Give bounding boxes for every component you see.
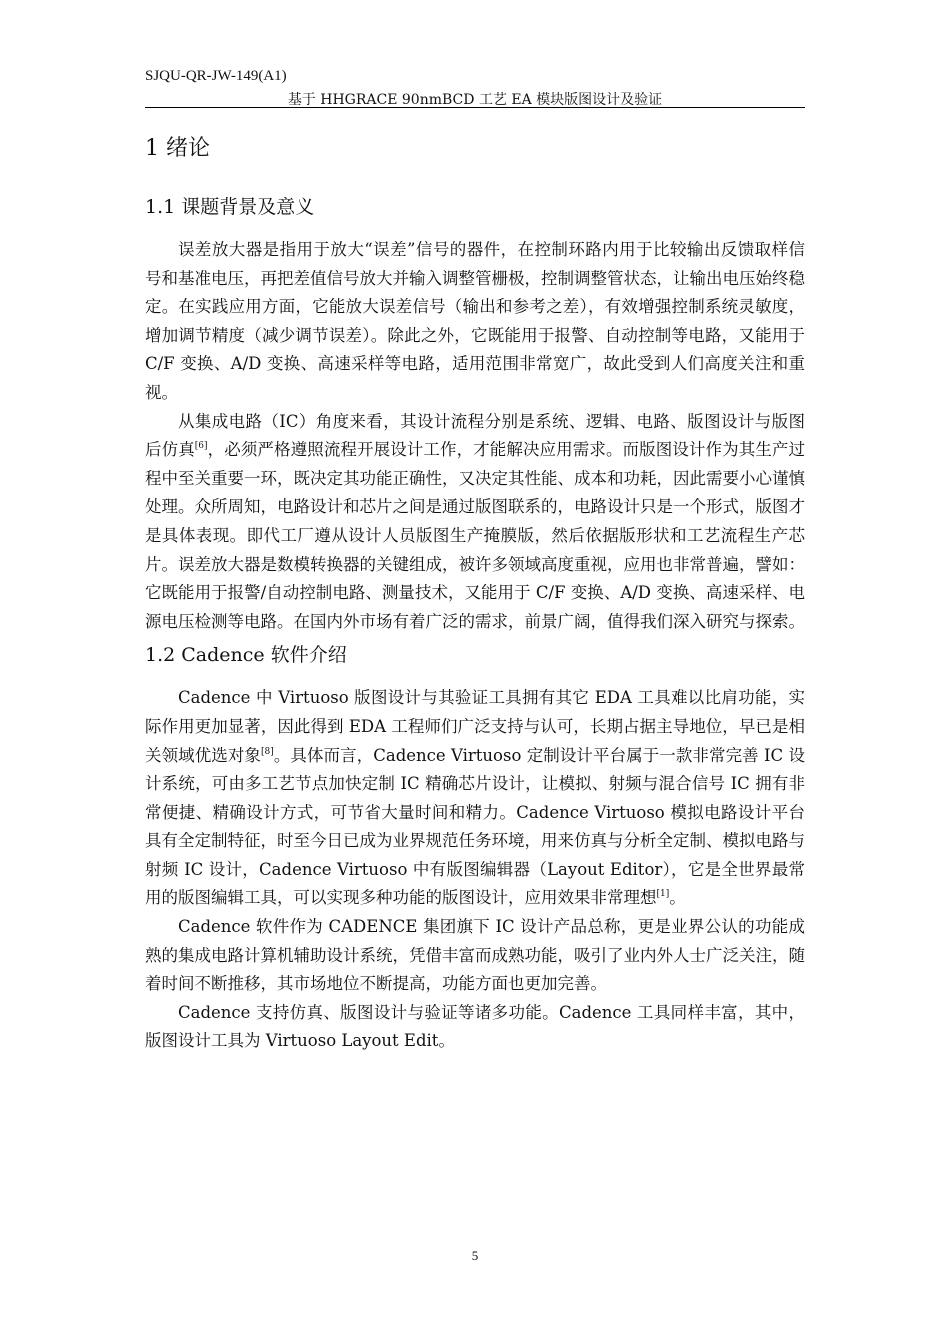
paragraph — [145, 408, 805, 637]
paragraph: 误差放大器是指用于放大“误差”信号的器件，在控制环路内用于比较输出反馈取样信号和基准电压，再把差值信号放大并输入调整管栅极，控制调整管状态，让输出电压始终稳定。在实践应用方面，它能放大误差信号（输出和参考之差），有效增强控制系统灵敏度，增加调节精度（减少调节误差）。除此之外，它既能用于报警、自动控制等电路，又能用于 C/F 变换、A/D 变换、高速采样等电路，适用范围非常宽广，故此受到人们高度关注和重视。 — [145, 240, 805, 402]
running-title: 基于 HHGRACE 90nmBCD 工艺 EA 模块版图设计及验证 — [287, 92, 663, 108]
paragraph-text: ，必须严格遵照流程开展设计工作，才能解决应用需求。而版图设计作为其生产过程中至关重要一环，既决定其功能正确性，又决定其性能、成本和功耗，因此需要小心谨慎处理。众所周知，电路设计和芯片之间是通过版图联系的，电路设计只是一个形式，版图才是具体表现。即代工厂遵从设计人员版图生产掩膜版，然后依据版形状和工艺流程生产芯片。误差放大器是数模转换器的关键组成，被许多领域高度重视，应用也非常普遍，譬如：它既能用于报警/自动控制电路、测量技术，又能用于 C/F 变换、A/D 变换、高速采样、电源电压检测等电路。在国内外市场有着广泛的需求，前景广阔，值得我们深入研究与探索。 — [145, 440, 806, 631]
chapter-title: 1 绪论 — [145, 136, 210, 161]
paragraph: Cadence 支持仿真、版图设计与验证等诸多功能。Cadence 工具同样丰富，其中，版图设计工具为 Virtuoso Layout Edit。 — [145, 1002, 805, 1051]
citation-ref: [6] — [194, 441, 208, 452]
paragraph: Cadence 软件作为 CADENCE 集团旗下 IC 设计产品总称，更是业界公认的功能成熟的集成电路计算机辅助设计系统，凭借丰富而成熟功能，吸引了业内外人士广泛关注，随着时间不断推移，其市场地位不断提高，功能方面也更加完善。 — [145, 917, 805, 994]
paragraph — [145, 684, 805, 913]
doc-code: SJQU-QR-JW-149(A1) — [145, 68, 287, 84]
section-title-cadence: 1.2 Cadence 软件介绍 — [145, 644, 347, 667]
section-title-background: 1.1 课题背景及意义 — [145, 196, 315, 218]
page-body — [145, 122, 805, 1056]
citation-ref: [1] — [656, 889, 670, 900]
page-number: 5 — [471, 1248, 479, 1263]
paragraph-text: 。 — [669, 888, 686, 908]
paragraph-text: Cadence 中 Virtuoso 版图设计与其验证工具拥有其它 EDA 工具难以比肩功能，实际作用更加显著，因此得到 EDA 工程师们广泛支持与认可，长期占据主导地位，早已是相关领域优选对象 — [145, 688, 805, 765]
paragraph-text: 从集成电路（IC）角度来看，其设计流程分别是系统、逻辑、电路、版图设计与版图后仿真 — [145, 411, 805, 460]
header-rule — [145, 107, 805, 108]
paragraph-text: 。具体而言，Cadence Virtuoso 定制设计平台属于一款非常完善 IC 设计系统，可由多工艺节点加快定制 IC 精确芯片设计，让模拟、射频与混合信号 IC 拥有非常便捷、精确设计方式，可节省大量时间和精力。Cadence Virtuoso 模拟电路设计平台具有全定制特征，时至今日已成为业界规范任务环境，用来仿真与分析全定制、模拟电路与射频 IC 设计，Cadence Virtuoso 中有版图编辑器（Layout Editor），它是全世界最常用的版图编辑工具，可以实现多种功能的版图设计，应用效果非常理想 — [145, 745, 805, 908]
citation-ref: [8] — [261, 746, 274, 757]
